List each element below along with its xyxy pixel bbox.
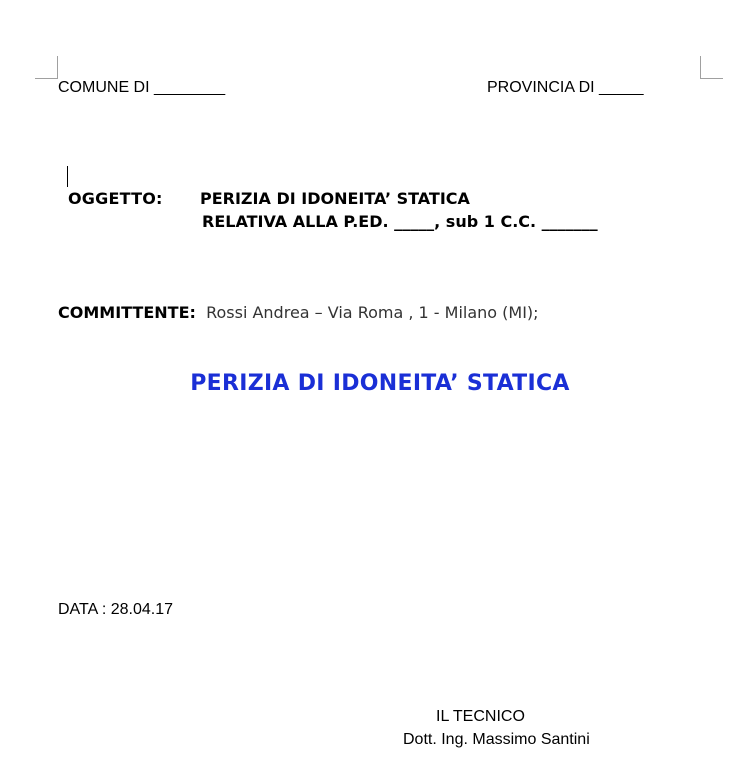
- committente-label: COMMITTENTE:: [58, 303, 196, 322]
- text-cursor: [67, 166, 68, 187]
- date-line: DATA : 28.04.17: [58, 601, 174, 618]
- crop-mark-top-right: [700, 56, 723, 79]
- crop-mark-top-left: [35, 56, 58, 79]
- signature-name: Dott. Ing. Massimo Santini: [403, 731, 590, 748]
- oggetto-label: OGGETTO:: [68, 189, 163, 208]
- signature-role: IL TECNICO: [436, 708, 525, 725]
- committente-value: Rossi Andrea – Via Roma , 1 - Milano (MI);: [206, 303, 539, 322]
- oggetto-line-1: PERIZIA DI IDONEITA’ STATICA: [200, 189, 470, 208]
- oggetto-line-2: RELATIVA ALLA P.ED. _____, sub 1 C.C. _______: [202, 212, 598, 231]
- document-title: PERIZIA DI IDONEITA’ STATICA: [190, 371, 570, 396]
- provincia-field: PROVINCIA DI _____: [487, 79, 644, 96]
- comune-field: COMUNE DI ________: [58, 79, 226, 96]
- committente-row: [58, 303, 539, 322]
